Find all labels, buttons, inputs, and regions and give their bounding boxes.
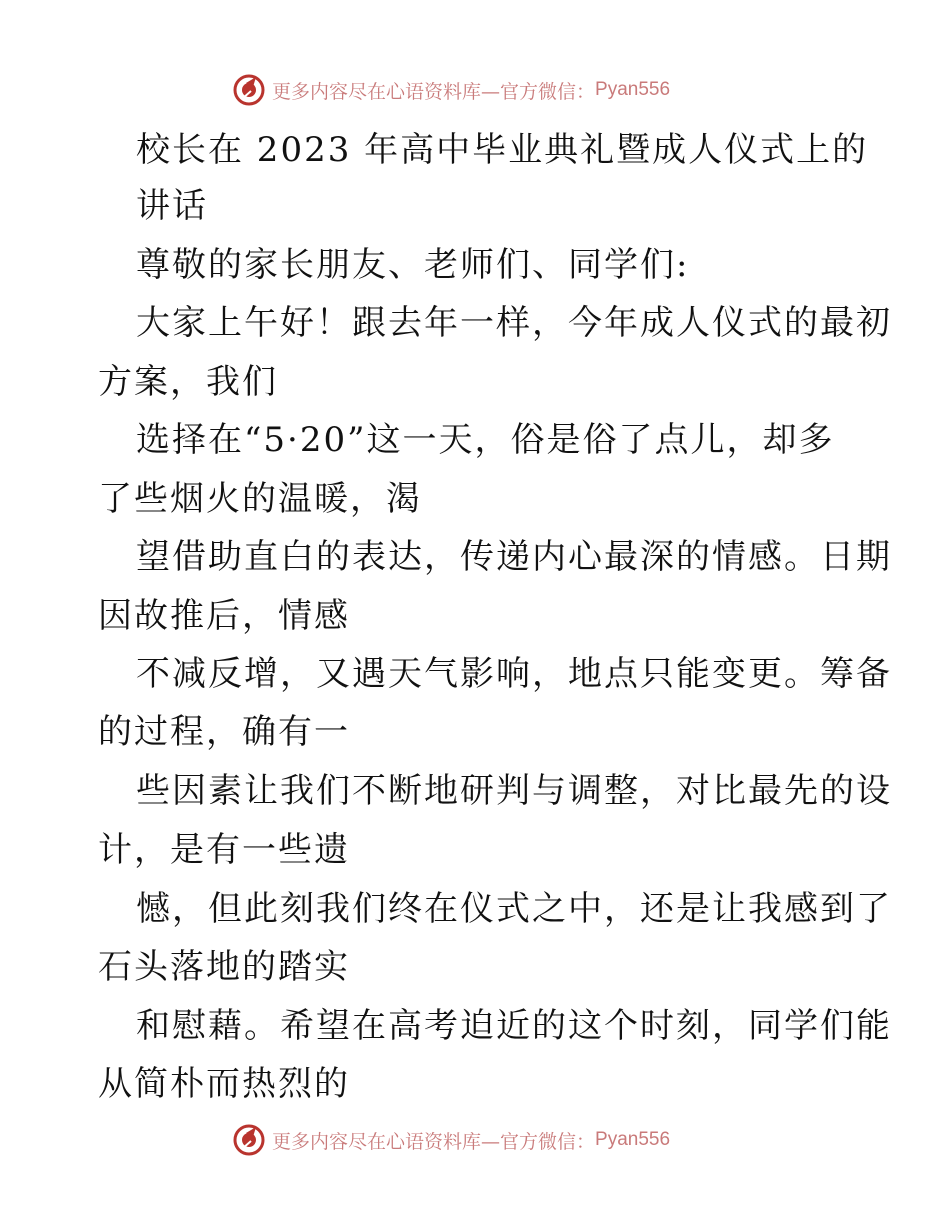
banner-wechat-id: Pyan556 [595, 1129, 671, 1150]
brand-logo-icon [232, 1123, 266, 1157]
brand-logo-icon [232, 73, 266, 107]
paragraph-line: 从简朴而热烈的 [98, 1064, 350, 1104]
paragraph-line: 不减反增，又遇天气影响，地点只能变更。筹备 [136, 654, 892, 694]
paragraph-line: 大家上午好！跟去年一样，今年成人仪式的最初 [136, 303, 892, 343]
header-banner [232, 72, 670, 108]
paragraph-line: 的过程，确有一 [98, 712, 350, 752]
paragraph-line: 选择在“5·20”这一天，俗是俗了点儿，却多 [136, 420, 835, 460]
footer-banner [232, 1122, 670, 1158]
banner-wechat-id: Pyan556 [595, 79, 671, 100]
paragraph-line: 望借助直白的表达，传递内心最深的情感。日期 [136, 537, 892, 577]
title-line-2: 讲话 [136, 186, 208, 226]
paragraph-line: 些因素让我们不断地研判与调整，对比最先的设 [136, 771, 892, 811]
salutation-line: 尊敬的家长朋友、老师们、同学们: [136, 245, 690, 285]
paragraph-line: 方案，我们 [98, 362, 278, 402]
paragraph-line: 了些烟火的温暖，渴 [98, 479, 422, 519]
banner-wechat-label: —官方微信： [481, 80, 596, 103]
paragraph-line: 计，是有一些遗 [98, 830, 350, 870]
paragraph-line: 因故推后，情感 [98, 596, 350, 636]
banner-slogan: 更多内容尽在心语资料库 [272, 80, 482, 103]
banner-slogan: 更多内容尽在心语资料库 [272, 1130, 482, 1153]
title-line-1: 校长在 2023 年高中毕业典礼暨成人仪式上的 [136, 130, 869, 170]
paragraph-line: 石头落地的踏实 [98, 947, 350, 987]
paragraph-line: 和慰藉。希望在高考迫近的这个时刻，同学们能 [136, 1006, 892, 1046]
banner-wechat-label: —官方微信： [481, 1130, 596, 1153]
paragraph-line: 憾，但此刻我们终在仪式之中，还是让我感到了 [136, 889, 892, 929]
